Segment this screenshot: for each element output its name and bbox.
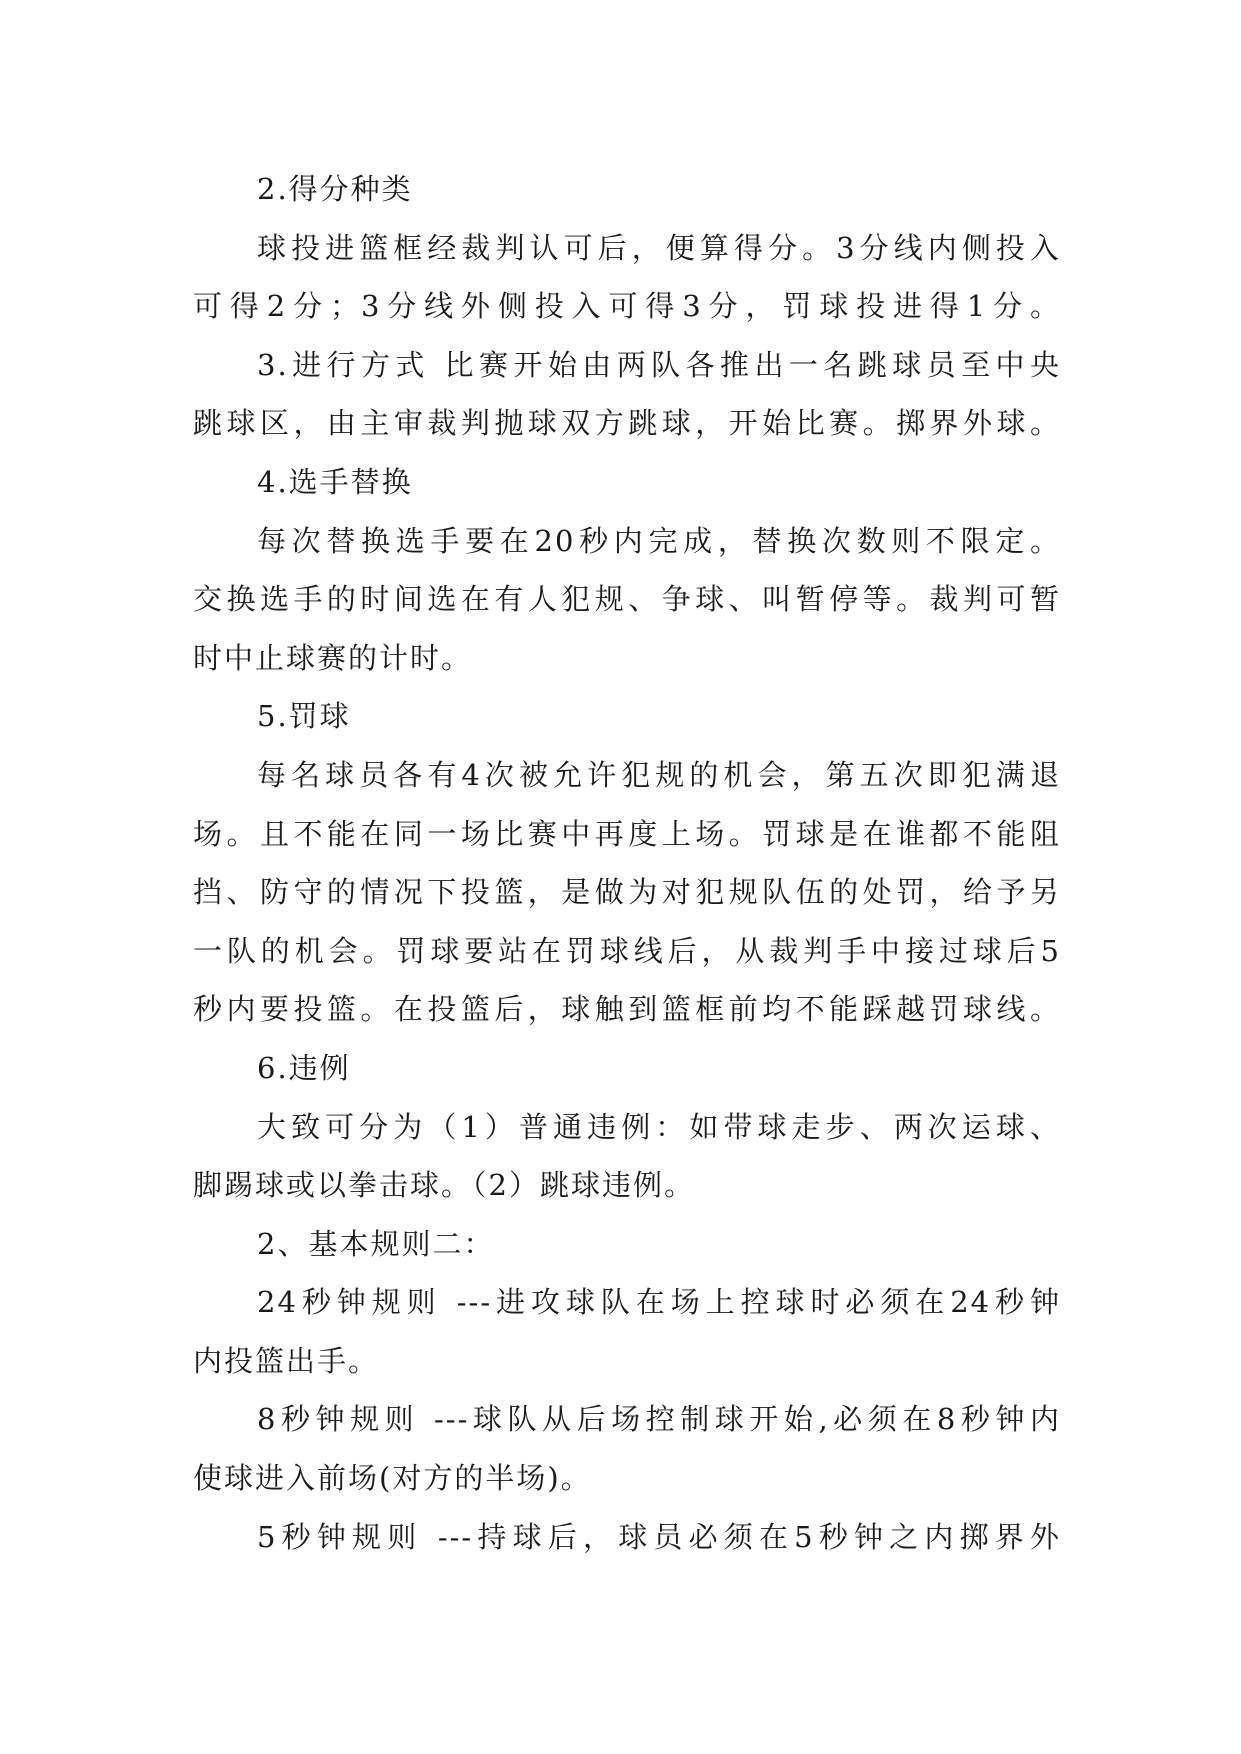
text-line: 8秒钟规则 ---球队从后场控制球开始,必须在8秒钟内	[257, 1402, 1061, 1437]
text-line: 挡、防守的情况下投篮，是做为对犯规队伍的处罚，给予另	[193, 875, 1061, 910]
text-line: 时中止球赛的计时。	[193, 640, 473, 675]
text-line: 6.违例	[257, 1050, 351, 1085]
text-line: 5.罚球	[257, 699, 351, 734]
text-line: 每名球员各有4次被允许犯规的机会，第五次即犯满退	[257, 757, 1061, 792]
text-line: 内投篮出手。	[193, 1343, 380, 1378]
text-line: 一队的机会。罚球要站在罚球线后，从裁判手中接过球后5	[193, 933, 1061, 968]
text-line: 使球进入前场(对方的半场)。	[193, 1461, 592, 1496]
text-line: 每次替换选手要在20秒内完成，替换次数则不限定。	[257, 523, 1061, 558]
text-line: 交换选手的时间选在有人犯规、争球、叫暂停等。裁判可暂	[193, 582, 1061, 617]
text-line: 2、基本规则二：	[257, 1226, 495, 1261]
text-line: 3.进行方式 比赛开始由两队各推出一名跳球员至中央	[257, 347, 1061, 382]
text-line: 球投进篮框经裁判认可后，便算得分。3分线内侧投入	[257, 230, 1061, 265]
text-line: 5秒钟规则 ---持球后，球员必须在5秒钟之内掷界外	[257, 1519, 1061, 1554]
text-line: 脚踢球或以拳击球。（2）跳球违例。	[193, 1168, 695, 1203]
text-line: 场。且不能在同一场比赛中再度上场。罚球是在谁都不能阻	[193, 816, 1061, 851]
text-line: 秒内要投篮。在投篮后，球触到篮框前均不能踩越罚球线。	[193, 992, 1061, 1027]
text-line: 4.选手替换	[257, 464, 413, 499]
text-line: 24秒钟规则 ---进攻球队在场上控球时必须在24秒钟	[257, 1285, 1061, 1320]
document-body	[193, 160, 1061, 1566]
text-line: 大致可分为（1）普通违例：如带球走步、两次运球、	[257, 1109, 1061, 1144]
text-line: 可得2分；3分线外侧投入可得3分，罚球投进得1分。	[193, 289, 1061, 324]
text-line: 2.得分种类	[257, 172, 413, 206]
text-line: 跳球区，由主审裁判抛球双方跳球，开始比赛。掷界外球。	[193, 406, 1061, 441]
